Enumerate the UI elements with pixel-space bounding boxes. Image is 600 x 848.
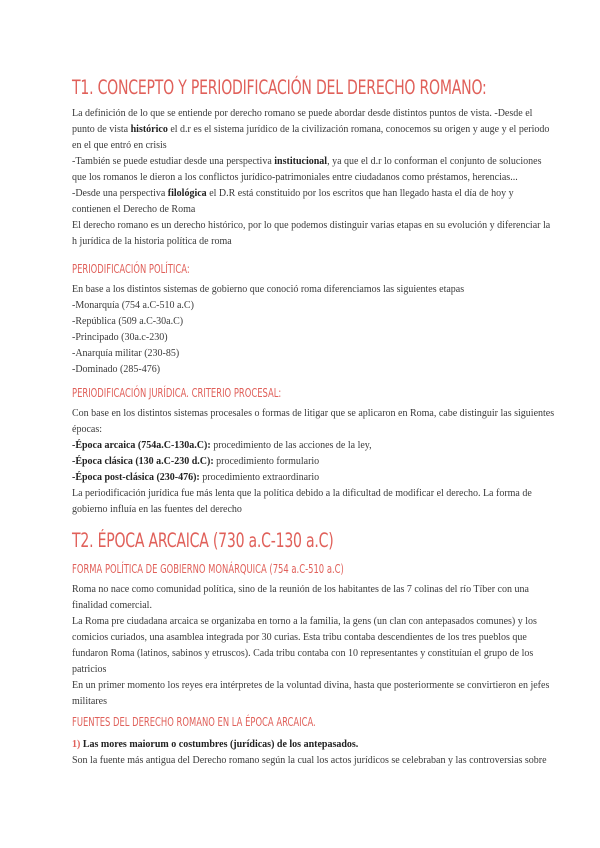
monarchy-line: Roma no nace como comunidad política, sino de la reunión de los habitantes de las 7 colinas del río Tíber con una bbox=[72, 584, 529, 595]
political-item: -Monarquía (754 a.C-510 a.C) bbox=[72, 300, 194, 311]
juridical-intro: épocas: bbox=[72, 424, 102, 435]
intro-line: La definición de lo que se entiende por derecho romano se puede abordar desde distintos puntos de vista. -Desde el bbox=[72, 108, 533, 119]
political-heading: PERIODIFICACIÓN POLÍTICA: bbox=[72, 262, 190, 276]
political-item: -Anarquía militar (230-85) bbox=[72, 348, 180, 359]
juridical-outro: gobierno influía en las fuentes del derecho bbox=[72, 504, 242, 515]
bold-term: histórico bbox=[130, 124, 168, 135]
intro-line: que los romanos le dieron a los conflictos jurídico-patrimoniales entre ciudadanos como préstamos, herencias... bbox=[72, 172, 518, 183]
intro-line: contienen el Derecho de Roma bbox=[72, 204, 196, 215]
juridical-heading: PERIODIFICACIÓN JURÍDICA. CRITERIO PROCESAL: bbox=[72, 386, 282, 400]
political-item: -Dominado (285-476) bbox=[72, 364, 161, 375]
juridical-item: -Época post-clásica (230-476): procedimiento extraordinario bbox=[72, 472, 320, 483]
monarchy-line: fundaron Roma (latinos, sabinos y etruscos). Cada tribu contaba con 10 representantes y constituían el grupo de los bbox=[72, 648, 534, 659]
intro-line: punto de vista histórico el d.r es el sistema jurídico de la civilización romana, conocemos su origen y auge y el periodo bbox=[72, 124, 550, 135]
intro-line: en el que entró en crisis bbox=[72, 140, 167, 151]
sources-heading: FUENTES DEL DERECHO ROMANO EN LA ÉPOCA ARCAICA. bbox=[72, 715, 316, 729]
juridical-item: -Época clásica (130 a.C-230 d.C): procedimiento formulario bbox=[72, 456, 320, 467]
intro-line: -También se puede estudiar desde una perspectiva institucional, ya que el d.r lo conforman el conjunto de soluciones bbox=[72, 156, 542, 167]
bold-term: filológica bbox=[167, 188, 207, 199]
intro-line: -Desde una perspectiva filológica el D.R está constituido por los escritos que han llegado hasta el día de hoy y bbox=[72, 188, 514, 199]
political-item: -Principado (30a.c-230) bbox=[72, 332, 168, 343]
intro-line: h jurídica de la historia política de roma bbox=[72, 236, 232, 247]
monarchy-line: La Roma pre ciudadana arcaica se organizaba en torno a la familia, la gens (un clan con antepasados comunes) y los bbox=[72, 616, 537, 627]
political-item: -República (509 a.C-30a.C) bbox=[72, 316, 184, 327]
monarchy-line: militares bbox=[72, 696, 107, 707]
bold-term: institucional bbox=[274, 156, 328, 167]
monarchy-line: patricios bbox=[72, 664, 107, 675]
political-intro: En base a los distintos sistemas de gobierno que conoció roma diferenciamos las siguientes etapas bbox=[72, 284, 465, 295]
section2-title: T2. ÉPOCA ARCAICA (730 a.C-130 a.C) bbox=[72, 529, 334, 552]
sources-item: 1) Las mores maiorum o costumbres (jurídicas) de los antepasados. bbox=[72, 739, 359, 750]
intro-line: El derecho romano es un derecho histórico, por lo que podemos distinguir varias etapas en su evolución y diferenciar la bbox=[72, 220, 551, 231]
juridical-outro: La periodificación jurídica fue más lenta que la política debido a la dificultad de modificar el derecho. La forma de bbox=[72, 488, 532, 499]
section1-title: T1. CONCEPTO Y PERIODIFICACIÓN DEL DERECHO ROMANO: bbox=[72, 76, 487, 99]
juridical-intro: Con base en los distintos sistemas procesales o formas de litigar que se aplicaron en Roma, cabe distinguir las siguientes bbox=[72, 408, 555, 419]
monarchy-heading: FORMA POLÍTICA DE GOBIERNO MONÁRQUICA (754 a.C-510 a.C) bbox=[72, 562, 344, 576]
monarchy-line: finalidad comercial. bbox=[72, 600, 152, 611]
juridical-item: -Época arcaica (754a.C-130a.C): procedimiento de las acciones de la ley, bbox=[72, 440, 372, 451]
monarchy-line: comicios curiados, una asamblea integrada por 30 curias. Esta tribu contaba descendientes de los tres pueblos que bbox=[72, 632, 527, 643]
item-number: 1) bbox=[72, 739, 81, 750]
monarchy-line: En un primer momento los reyes era intérpretes de la voluntad divina, hasta que posteriormente se convirtieron en jefes bbox=[72, 680, 550, 691]
sources-line: Son la fuente más antigua del Derecho romano según la cual los actos jurídicos se celebraban y las controversias sobre bbox=[72, 755, 547, 766]
